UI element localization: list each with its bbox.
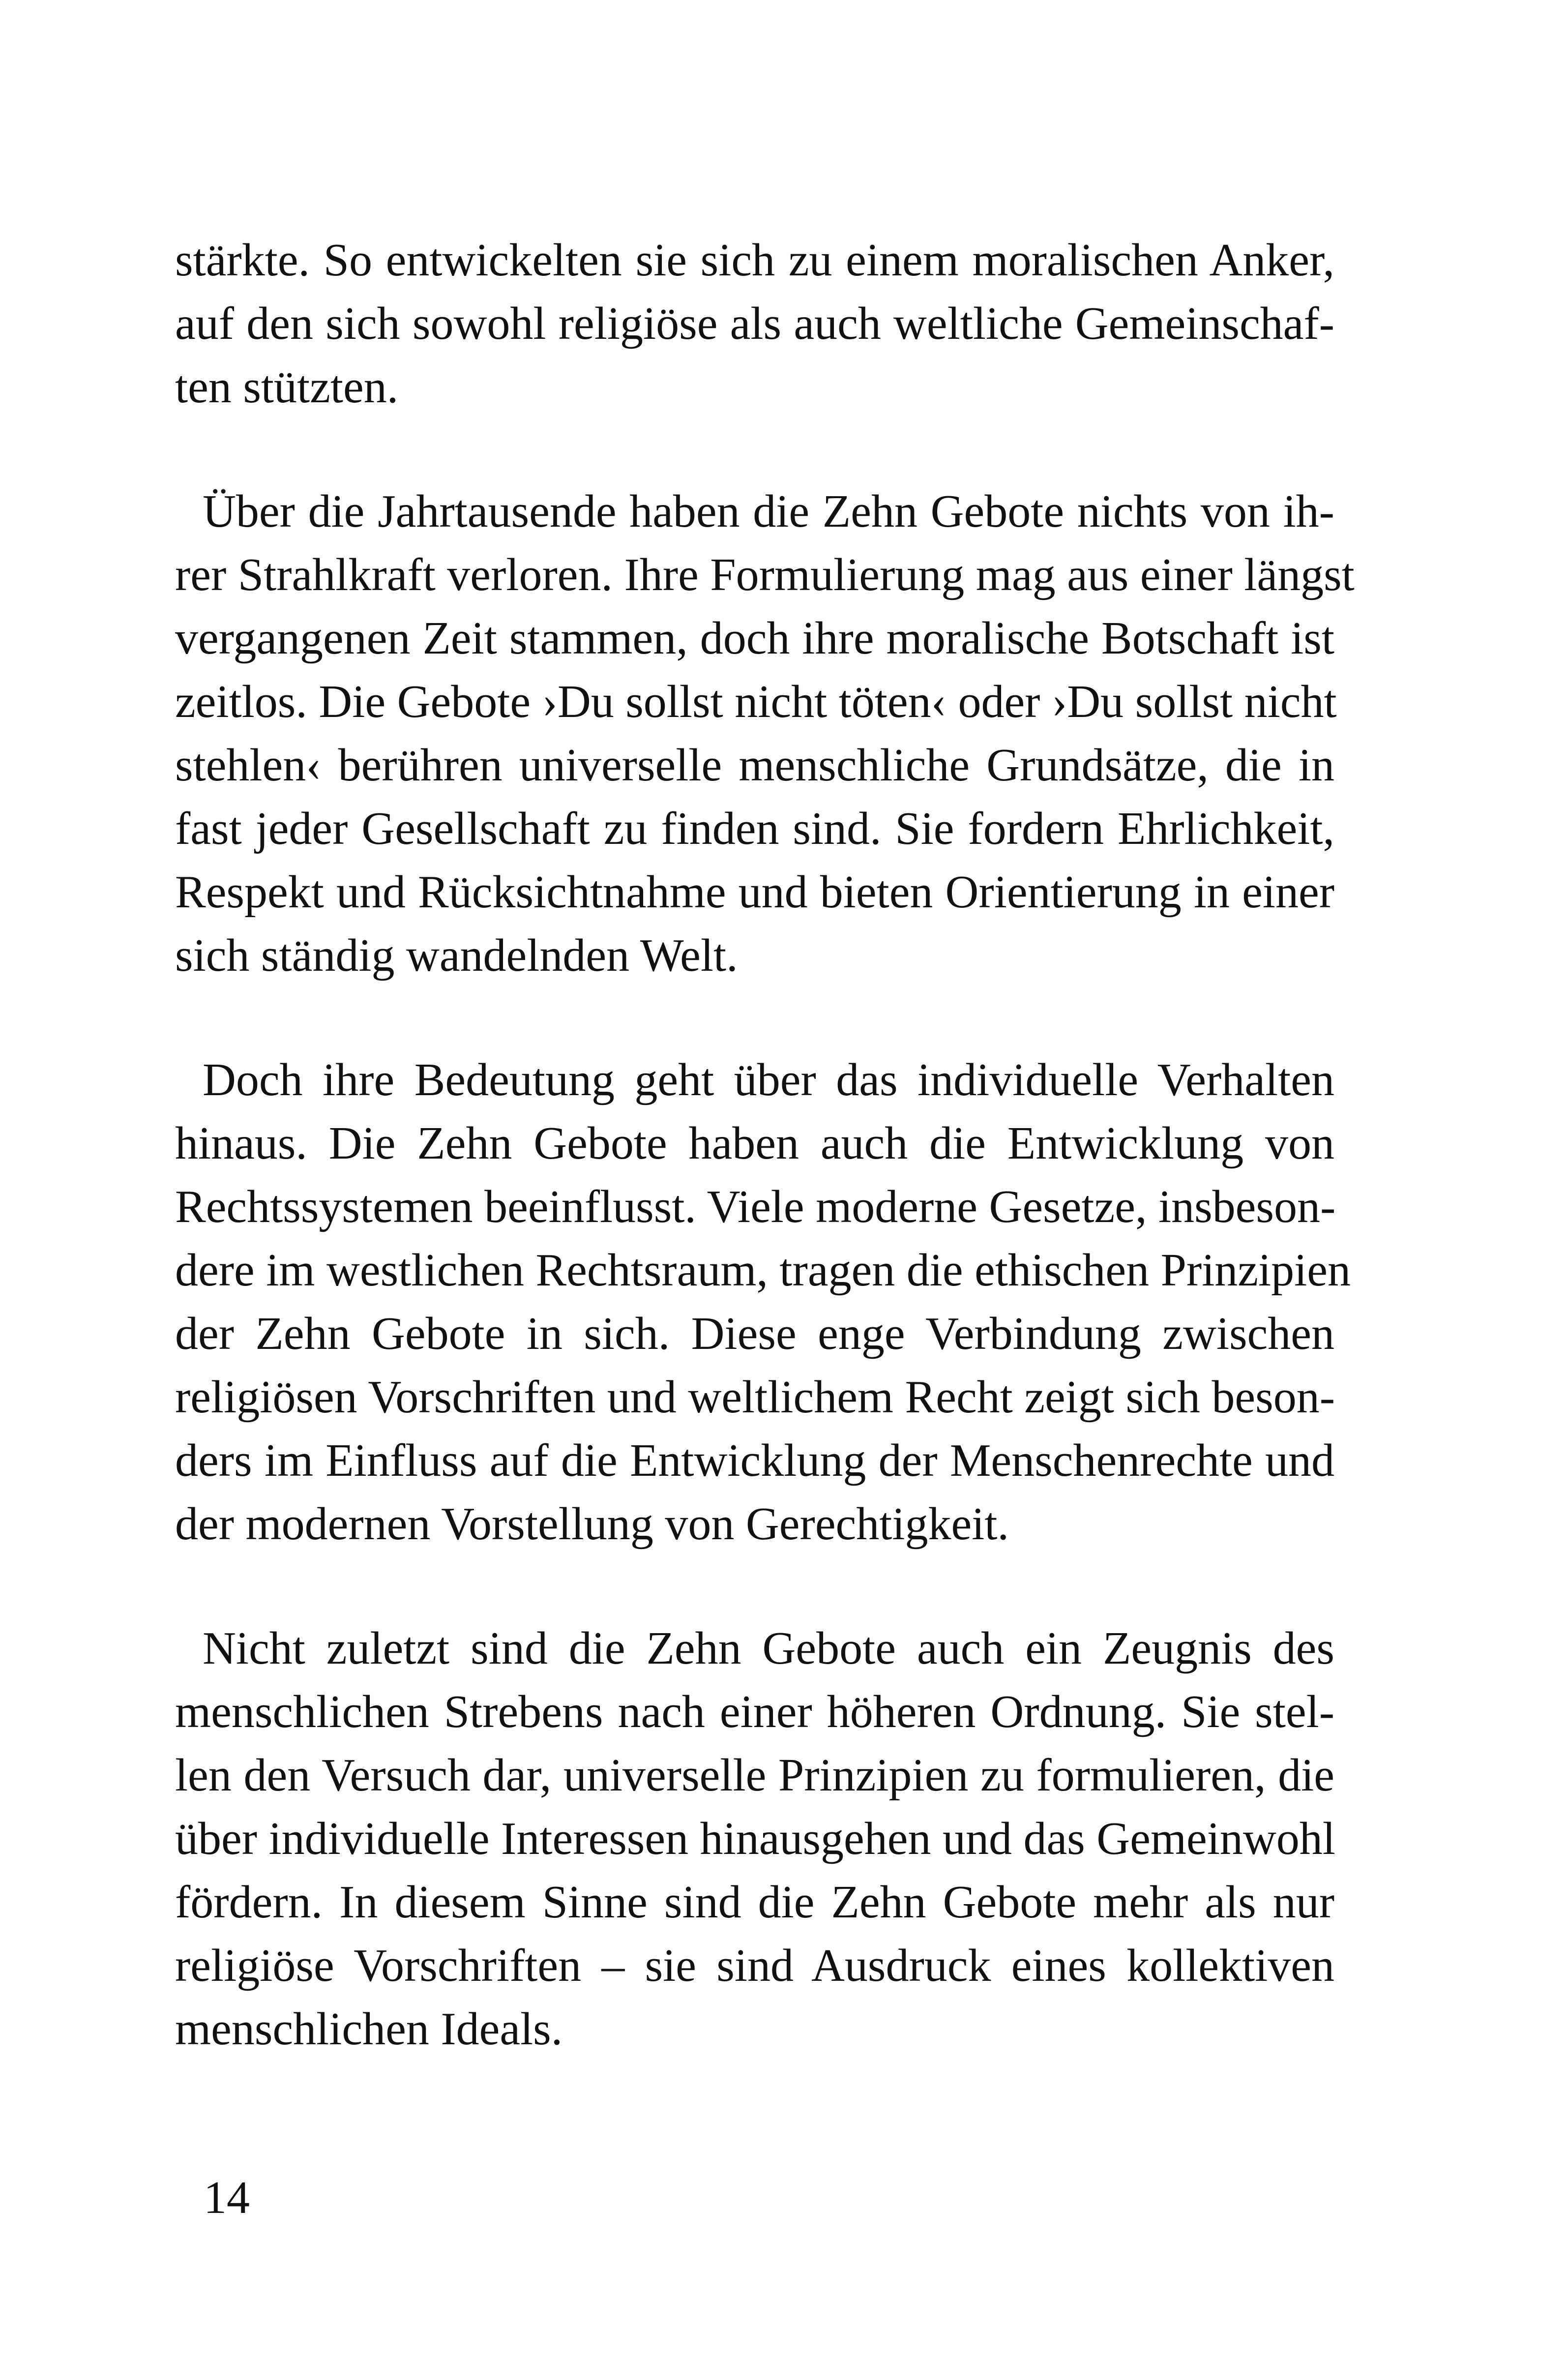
text-line: zeitlos. Die Gebote ›Du sollst nicht töten‹ oder ›Du sollst nicht xyxy=(175,676,1337,727)
text-line: dere im westlichen Rechtsraum, tragen die ethischen Prinzipien xyxy=(175,1245,1351,1296)
text-line: vergangenen Zeit stammen, doch ihre moralische Botschaft ist xyxy=(175,613,1334,664)
text-line: Über die Jahrtausende haben die Zehn Gebote nichts von ih- xyxy=(203,486,1334,537)
text-line: Respekt und Rücksichtnahme und bieten Orientierung in einer xyxy=(175,866,1334,918)
text-line: stärkte. So entwickelten sie sich zu einem moralischen Anker, xyxy=(175,235,1334,286)
text-line: Rechtssystemen beeinflusst. Viele moderne Gesetze, insbeson- xyxy=(175,1181,1336,1232)
text-line: Doch ihre Bedeutung geht über das individuelle Verhalten xyxy=(203,1054,1334,1105)
paragraph-3 xyxy=(175,1048,1351,1556)
text-line: hinaus. Die Zehn Gebote haben auch die Entwicklung von xyxy=(175,1118,1334,1169)
text-line: Nicht zuletzt sind die Zehn Gebote auch ein Zeugnis des xyxy=(203,1623,1334,1674)
text-line: len den Versuch dar, universelle Prinzipien zu formulieren, die xyxy=(175,1750,1334,1801)
text-line: fast jeder Gesellschaft zu finden sind. Sie fordern Ehrlichkeit, xyxy=(175,803,1334,854)
text-line: sich ständig wandelnden Welt. xyxy=(175,930,738,981)
text-line: ten stützten. xyxy=(175,361,399,413)
text-line: fördern. In diesem Sinne sind die Zehn Gebote mehr als nur xyxy=(175,1877,1334,1928)
text-line: auf den sich sowohl religiöse als auch weltliche Gemeinschaf- xyxy=(175,298,1334,349)
text-line: menschlichen Ideals. xyxy=(175,2003,563,2055)
paragraph-4 xyxy=(175,1617,1334,2061)
text-line: der Zehn Gebote in sich. Diese enge Verbindung zwischen xyxy=(175,1308,1334,1359)
text-line: stehlen‹ berühren universelle menschliche Grundsätze, die in xyxy=(175,740,1334,791)
paragraph-2 xyxy=(175,480,1355,987)
text-line: ders im Einfluss auf die Entwicklung der Menschenrechte und xyxy=(175,1435,1334,1486)
text-line: der modernen Vorstellung von Gerechtigkeit. xyxy=(175,1498,1009,1550)
paragraph-1 xyxy=(175,229,1334,419)
text-line: über individuelle Interessen hinausgehen und das Gemeinwohl xyxy=(175,1813,1335,1864)
text-line: menschlichen Strebens nach einer höheren Ordnung. Sie stel- xyxy=(175,1686,1334,1737)
body-text xyxy=(175,229,1355,2061)
text-line: religiöse Vorschriften – sie sind Ausdruck eines kollektiven xyxy=(175,1940,1334,1991)
page-number: 14 xyxy=(204,2172,250,2223)
text-line: religiösen Vorschriften und weltlichem Recht zeigt sich beson- xyxy=(175,1372,1335,1423)
text-line: rer Strahlkraft verloren. Ihre Formulierung mag aus einer längst xyxy=(175,549,1355,600)
